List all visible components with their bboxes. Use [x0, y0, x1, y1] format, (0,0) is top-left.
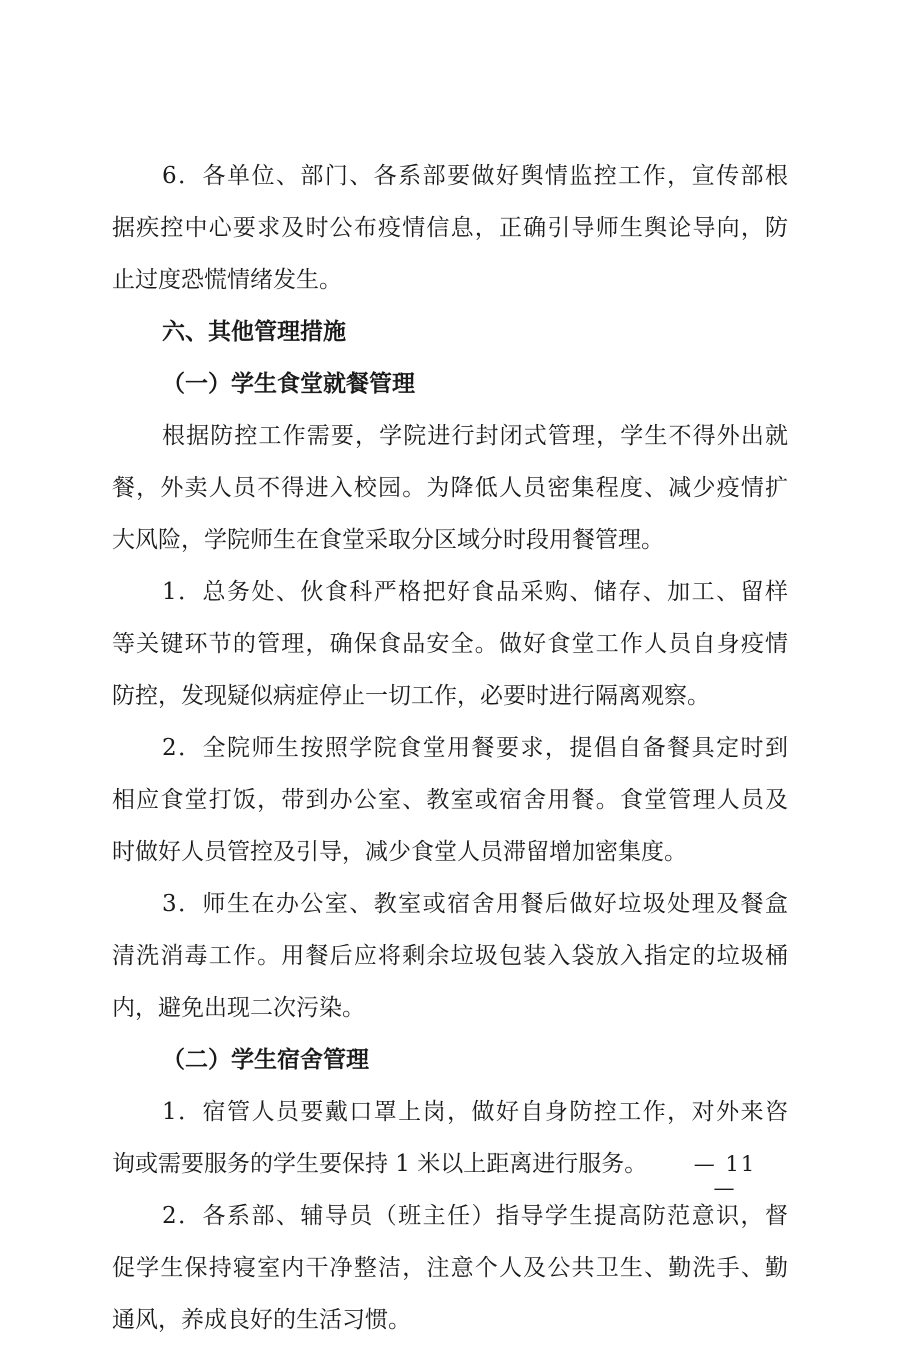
paragraph-line: 时做好人员管控及引导，减少食堂人员滞留增加密集度。 [112, 839, 687, 865]
paragraph-line: 大风险，学院师生在食堂采取分区域分时段用餐管理。 [112, 527, 664, 553]
paragraph-line: 内，避免出现二次污染。 [112, 995, 365, 1021]
paragraph-canteen-item-3 [112, 878, 788, 1034]
paragraph-canteen-intro [112, 410, 788, 566]
paragraph-line: 3．师生在办公室、教室或宿舍用餐后做好垃圾处理及餐盒 [162, 891, 788, 917]
paragraph-line: 6．各单位、部门、各系部要做好舆情监控工作，宣传部根 [162, 163, 788, 189]
page-number: — 11 — [693, 1152, 757, 1200]
paragraph-canteen-item-1 [112, 566, 788, 722]
paragraph-monitoring [112, 150, 788, 306]
subsection-heading-dormitory: （二）学生宿舍管理 [162, 1047, 369, 1073]
paragraph-canteen-item-2 [112, 722, 788, 878]
paragraph-dormitory-item-2 [112, 1190, 788, 1346]
subsection-heading-canteen: （一）学生食堂就餐管理 [162, 371, 415, 397]
paragraph-line: 2．各系部、辅导员（班主任）指导学生提高防范意识，督 [162, 1203, 788, 1229]
paragraph-line: 询或需要服务的学生要保持 1 米以上距离进行服务。 [112, 1151, 648, 1177]
paragraph-line: 清洗消毒工作。用餐后应将剩余垃圾包装入袋放入指定的垃圾桶 [112, 943, 788, 969]
paragraph-line: 促学生保持寝室内干净整洁，注意个人及公共卫生、勤洗手、勤 [112, 1255, 788, 1281]
paragraph-line: 通风，养成良好的生活习惯。 [112, 1307, 411, 1333]
paragraph-line: 2．全院师生按照学院食堂用餐要求，提倡自备餐具定时到 [162, 735, 788, 761]
paragraph-line: 止过度恐慌情绪发生。 [112, 267, 342, 293]
paragraph-line: 餐，外卖人员不得进入校园。为降低人员密集程度、减少疫情扩 [112, 475, 788, 501]
paragraph-line: 防控，发现疑似病症停止一切工作，必要时进行隔离观察。 [112, 683, 710, 709]
section-heading-6: 六、其他管理措施 [162, 319, 346, 345]
paragraph-line: 据疾控中心要求及时公布疫情信息，正确引导师生舆论导向，防 [112, 215, 788, 241]
paragraph-line: 1．宿管人员要戴口罩上岗，做好自身防控工作，对外来咨 [162, 1099, 788, 1125]
paragraph-line: 根据防控工作需要，学院进行封闭式管理，学生不得外出就 [162, 423, 788, 449]
paragraph-line: 相应食堂打饭，带到办公室、教室或宿舍用餐。食堂管理人员及 [112, 787, 788, 813]
paragraph-line: 等关键环节的管理，确保食品安全。做好食堂工作人员自身疫情 [112, 631, 788, 657]
paragraph-line: 1．总务处、伙食科严格把好食品采购、储存、加工、留样 [162, 579, 788, 605]
